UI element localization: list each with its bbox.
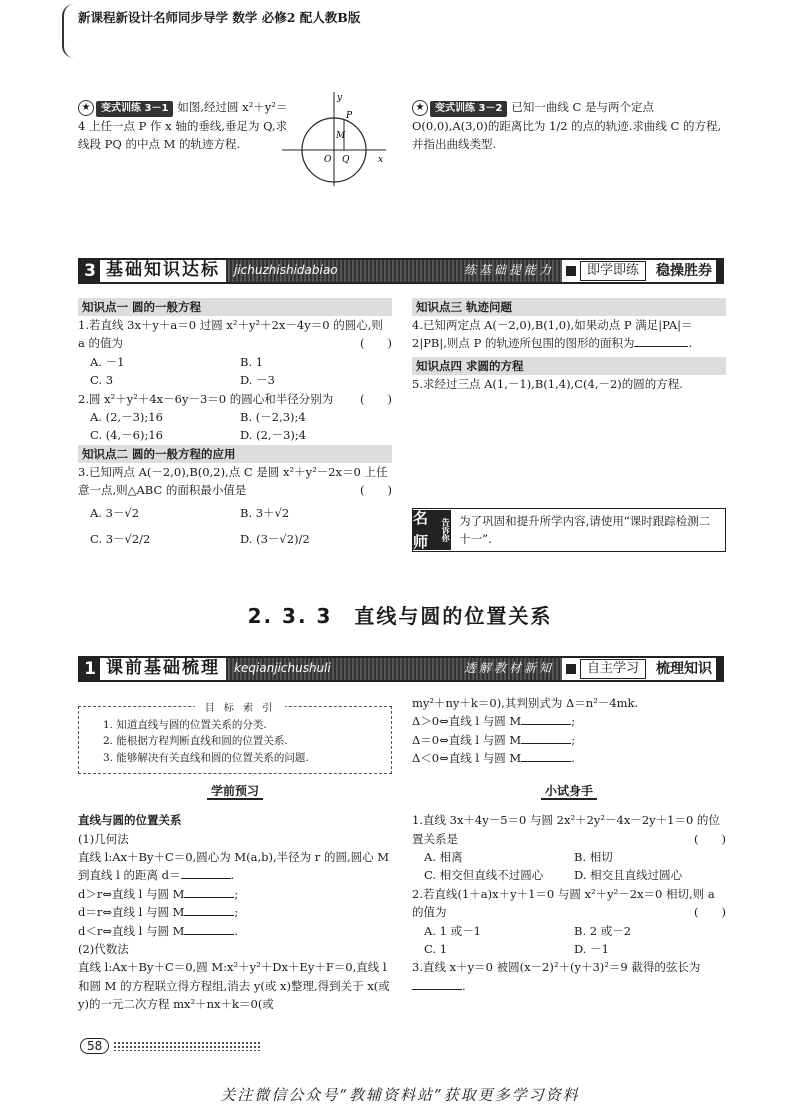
x-label: x — [378, 155, 384, 165]
origin-label: O — [324, 155, 332, 165]
algebraic-text: 直线 l:Ax＋By＋C＝0,圆 M:x²＋y²＋Dx＋Ey＋F＝0,直线 l 和圆 M 的方程联立得方程组,消去 y(或 x)整理,得到关于 x(或 y)的一元二次方程 mx²＋nx＋k＝0(或 — [78, 960, 390, 1012]
discriminant-text: my²＋ny＋k＝0),其判别式为 Δ＝n²－4mk. — [412, 696, 639, 710]
running-header: 新课程新设计名师同步导学 数学 必修2 配人教B版 — [78, 10, 361, 25]
banner-title: 基础知识达标 — [106, 260, 220, 281]
case-tangent: d＝r⇔直线 l 与圆 M ; — [78, 905, 239, 920]
y-label: y — [337, 93, 343, 103]
options-row: A. －1 B. 1 — [90, 354, 264, 369]
goal-item: 3. 能够解决有关直线和圆的位置关系的问题. — [103, 751, 309, 764]
options-row: C. 3 D. －3 — [90, 373, 275, 388]
banner-tag: 自主学习 — [580, 659, 646, 679]
section-title: 2. 3. 3 直线与圆的位置关系 — [247, 604, 553, 628]
options-row: A. 3－√2 B. 3＋√2 — [90, 505, 290, 520]
banner-pinyin: jichuzhishidabiao — [234, 263, 338, 278]
banner-stripe — [226, 658, 562, 680]
m-label: M — [336, 131, 346, 141]
trial-heading: 小试身手 — [412, 782, 726, 801]
bottom-watermark: 关注微信公众号“教辅资料站”获取更多学习资料 — [220, 1086, 580, 1104]
q-label: Q — [342, 155, 350, 165]
left-questions — [78, 298, 392, 548]
preview-section — [78, 782, 392, 1013]
algebraic-method: (2)代数法 — [78, 941, 129, 956]
banner-pre-class — [78, 656, 724, 682]
geometric-method: (1)几何法 — [78, 831, 129, 846]
question-1: 1.若直线 3x＋y＋a＝0 过圆 x²＋y²＋2x－4y＝0 的圆心,则 a 的值为 ( ) — [78, 318, 392, 351]
goal-item: 2. 能根据方程判断直线和圆的位置关系. — [103, 735, 288, 748]
goals-list — [103, 717, 377, 766]
question-3: 3.已知两点 A(－2,0),B(0,2),点 C 是圆 x²＋y²－2x＝0 上任意一点,则△ABC 的面积最小值是 ( ) — [78, 464, 392, 498]
banner-number: 3 — [80, 260, 100, 282]
options-row: C. 3－√2/2 D. (3－√2)/2 — [90, 531, 310, 546]
knowledge-point-1: 知识点一 圆的一般方程 — [78, 298, 392, 316]
right-questions — [412, 298, 726, 393]
star-icon: ★ — [412, 100, 428, 116]
page-number: 58 — [80, 1038, 109, 1054]
trial-question-1: 1.直线 3x＋4y－5＝0 与圆 2x²＋2y²－4x－2y＋1＝0 的位置关系是 ( ) — [412, 813, 726, 846]
geometric-text: 直线 l:Ax＋By＋C＝0,圆心为 M(a,b),半径为 r 的圆,圆心 M 到直线 l 的距离 d＝ . — [78, 849, 390, 883]
delta-zero: Δ＝0⇔直线 l 与圆 M ; — [412, 732, 576, 747]
options-row: A. 相离 B. 相切 — [424, 849, 613, 864]
banner-stripe — [226, 260, 562, 282]
case-disjoint: d＞r⇔直线 l 与圆 M ; — [78, 886, 239, 901]
banner-number: 1 — [80, 658, 100, 680]
exercise-text: 已知一曲线 C 是与两个定点 O(0,0),A(3,0)的距离比为 1/2 的点的轨迹.求曲线 C 的方程,并指出曲线类型. — [412, 100, 722, 152]
dotted-bar — [113, 1041, 260, 1051]
question-5: 5.求经过三点 A(1,－1),B(1,4),C(4,－2)的圆的方程. — [412, 376, 683, 391]
banner-right: 梳理知识 — [652, 658, 722, 680]
circle-figure — [278, 88, 390, 188]
square-icon — [566, 266, 576, 276]
note-text: 为了巩固和提升所学内容,请使用“课时跟踪检测二十一”. — [459, 513, 711, 546]
preview-title: 直线与圆的位置关系 — [78, 813, 182, 828]
options-row: C. (4,－6);16 D. (2,－3);4 — [90, 428, 307, 443]
trial-question-3: 3.直线 x＋y＝0 被圆(x－2)²＋(y＋3)²＝9 截得的弦长为. — [412, 960, 701, 993]
p-label: P — [346, 111, 353, 121]
banner-right: 稳操胜券 — [652, 260, 722, 282]
delta-negative: Δ＜0⇔直线 l 与圆 M . — [412, 751, 575, 766]
goal-item: 1. 知道直线与圆的位置关系的分类. — [103, 719, 267, 731]
banner-tag: 即学即练 — [580, 261, 646, 281]
exercise-3-2 — [412, 98, 730, 154]
knowledge-point-4: 知识点四 求圆的方程 — [412, 357, 726, 375]
options-row: A. 1 或－1 B. 2 或－2 — [424, 923, 632, 938]
question-4: 4.已知两定点 A(－2,0),B(1,0),如果动点 P 满足|PA|＝2|PB|,则点 P 的轨迹所包围的图形的面积为 . — [412, 318, 693, 351]
banner-slogan: 透解教材新知 — [463, 661, 554, 676]
options-row: C. 相交但直线不过圆心 D. 相交且直线过圆心 — [424, 868, 683, 883]
trial-question-2: 2.若直线(1＋a)x＋y＋1＝0 与圆 x²＋y²－2x＝0 相切,则 a 的值为 ( ) — [412, 886, 726, 920]
question-2: 2.圆 x²＋y²＋4x－6y－3＝0 的圆心和半径分别为 ( ) — [78, 391, 392, 406]
teacher-note — [412, 508, 726, 552]
knowledge-point-2: 知识点二 圆的一般方程的应用 — [78, 445, 392, 463]
exercise-tag: 变式训练 3－1 — [96, 101, 173, 117]
note-label: 名师 告诉你 — [413, 509, 451, 551]
page-footer — [80, 1037, 260, 1055]
banner-slogan: 练基础提能力 — [463, 263, 554, 278]
options-row: A. (2,－3);16 B. (－2,3);4 — [90, 409, 306, 424]
options-row: C. 1 D. －1 — [424, 941, 609, 956]
goals-heading: 目 标 索 引 — [195, 701, 285, 717]
square-icon — [566, 664, 576, 674]
exercise-text: 如图,经过圆 x²＋y²＝4 上任一点 P 作 x 轴的垂线,垂足为 Q,求线段 PQ 的中点 M 的轨迹方程. — [78, 100, 288, 152]
delta-positive: Δ＞0⇔直线 l 与圆 M ; — [412, 714, 576, 729]
preview-heading: 学前预习 — [78, 782, 392, 801]
star-icon: ★ — [78, 100, 94, 116]
preview-continued — [412, 694, 726, 768]
banner-basic-knowledge — [78, 258, 724, 284]
exercise-3-1 — [78, 98, 288, 154]
knowledge-point-3: 知识点三 轨迹问题 — [412, 298, 726, 316]
banner-pinyin: keqianjichushuli — [234, 661, 331, 676]
exercise-tag: 变式训练 3－2 — [430, 101, 507, 117]
goals-box — [78, 703, 392, 774]
header-bracket — [62, 4, 74, 58]
banner-title: 课前基础梳理 — [106, 658, 220, 679]
case-intersect: d＜r⇔直线 l 与圆 M . — [78, 923, 239, 938]
trial-section — [412, 782, 726, 995]
